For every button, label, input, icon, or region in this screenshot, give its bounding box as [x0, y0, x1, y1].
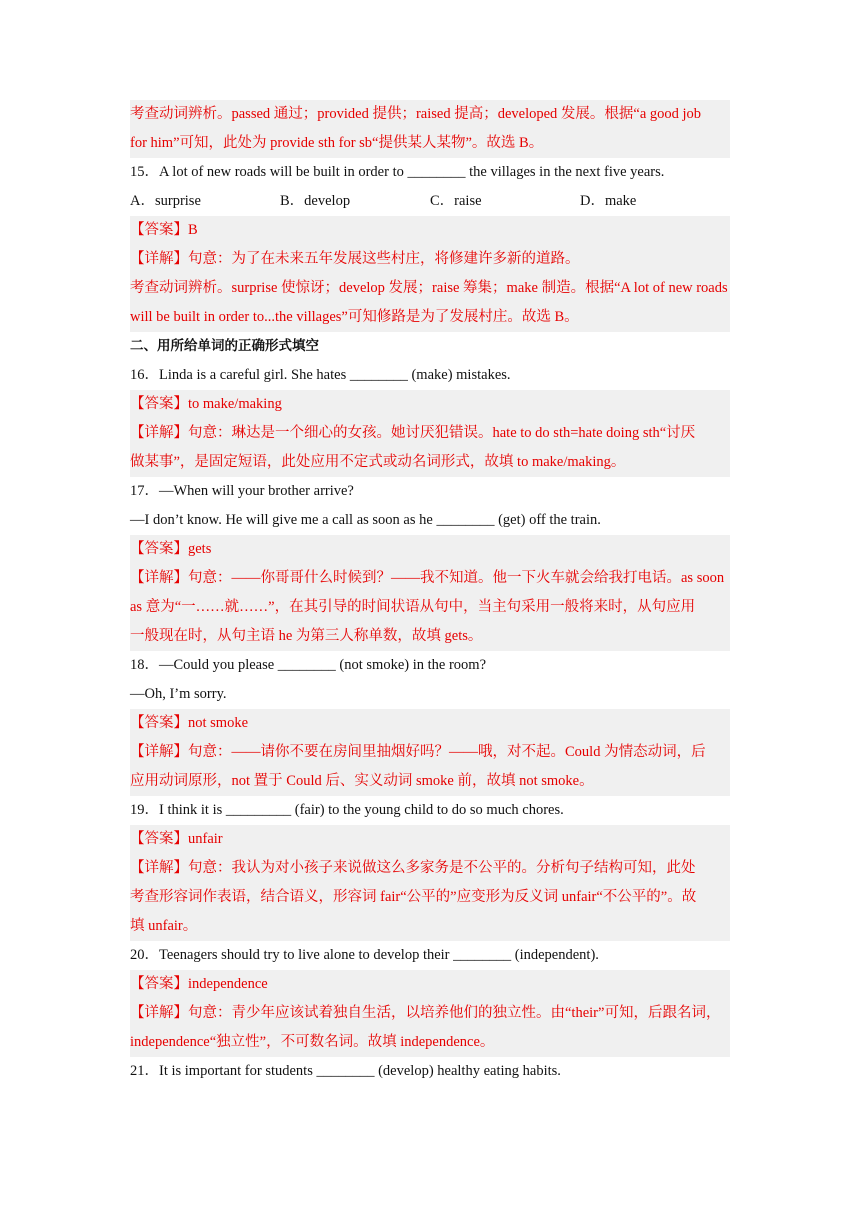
q16-question: 16．Linda is a careful girl. She hates ________ (make) mistakes. — [130, 367, 511, 383]
explanation-line: 做某事”，是固定短语，此处应用不定式或动名词形式，故填 to make/making。 — [130, 454, 626, 470]
q20-answer-block — [130, 970, 730, 1057]
q16-answer-block — [130, 390, 730, 477]
explanation-line: 一般现在时，从句主语 he 为第三人称单数，故填 gets。 — [130, 628, 483, 644]
q15-answer-block — [130, 216, 730, 332]
explanation-line: 【详解】句意：为了在未来五年发展这些村庄，将修建许多新的道路。 — [130, 251, 580, 267]
q14-explanation — [130, 100, 730, 158]
explanation-line: 填 unfair。 — [130, 918, 198, 934]
page-content — [130, 100, 730, 1086]
explanation-line: independence“独立性”，不可数名词。故填 independence。 — [130, 1034, 495, 1050]
explanation-line: 考查动词辨析。passed 通过；provided 提供；raised 提高；developed 发展。根据“a good job — [130, 106, 702, 122]
explanation-line: 【详解】句意：琳达是一个细心的女孩。她讨厌犯错误。hate to do sth=hate doing sth“讨厌 — [130, 425, 696, 441]
explanation-line: 【详解】句意：——请你不要在房间里抽烟好吗？——哦，对不起。Could 为情态动词，后 — [130, 744, 706, 760]
option-a: A．surprise — [130, 193, 201, 209]
q18-question: —Oh, I’m sorry. — [130, 686, 227, 702]
explanation-line: 考查形容词作表语，结合语义，形容词 fair“公平的”应变形为反义词 unfair“不公平的”。故 — [130, 889, 697, 905]
q19-answer-block — [130, 825, 730, 941]
q18-question: 18．—Could you please ________ (not smoke) in the room? — [130, 657, 487, 673]
answer-label: 【答案】unfair — [130, 831, 223, 847]
option-d: D．make — [580, 193, 637, 209]
explanation-line: as 意为“一……就……”，在其引导的时间状语从句中，当主句采用一般将来时，从句应用 — [130, 599, 696, 615]
explanation-line: 【详解】句意：——你哥哥什么时候到？——我不知道。他一下火车就会给我打电话。as soon — [130, 570, 725, 586]
option-b: B．develop — [280, 193, 351, 209]
explanation-line: 【详解】句意：青少年应该试着独自生活，以培养他们的独立性。由“their”可知，后跟名词， — [130, 1005, 721, 1021]
answer-label: 【答案】independence — [130, 976, 268, 992]
q15-options — [130, 187, 730, 216]
q20-question: 20．Teenagers should try to live alone to develop their ________ (independent). — [130, 947, 599, 963]
explanation-line: 应用动词原形，not 置于 Could 后、实义动词 smoke 前，故填 not smoke。 — [130, 773, 594, 789]
answer-label: 【答案】B — [130, 222, 198, 238]
q18-answer-block — [130, 709, 730, 796]
explanation-line: for him”可知，此处为 provide sth for sb“提供某人某物”。故选 B。 — [130, 135, 544, 151]
q17-question: 17．—When will your brother arrive? — [130, 483, 354, 499]
explanation-line: 考查动词辨析。surprise 使惊讶；develop 发展；raise 筹集；make 制造。根据“A lot of new roads — [130, 280, 728, 296]
explanation-line: will be built in order to...the villages”可知修路是为了发展村庄。故选 B。 — [130, 309, 579, 325]
section-heading: 二、用所给单词的正确形式填空 — [130, 338, 319, 354]
q21-question: 21．It is important for students ________ (develop) healthy eating habits. — [130, 1063, 561, 1079]
explanation-line: 【详解】句意：我认为对小孩子来说做这么多家务是不公平的。分析句子结构可知，此处 — [130, 860, 696, 876]
answer-label: 【答案】not smoke — [130, 715, 249, 731]
answer-label: 【答案】gets — [130, 541, 212, 557]
q15-question: 15．A lot of new roads will be built in order to ________ the villages in the next five years. — [130, 164, 665, 180]
option-c: C．raise — [430, 193, 482, 209]
q19-question: 19．I think it is _________ (fair) to the young child to do so much chores. — [130, 802, 564, 818]
answer-label: 【答案】to make/making — [130, 396, 282, 412]
q17-answer-block — [130, 535, 730, 651]
q17-question: —I don’t know. He will give me a call as soon as he ________ (get) off the train. — [130, 512, 601, 528]
